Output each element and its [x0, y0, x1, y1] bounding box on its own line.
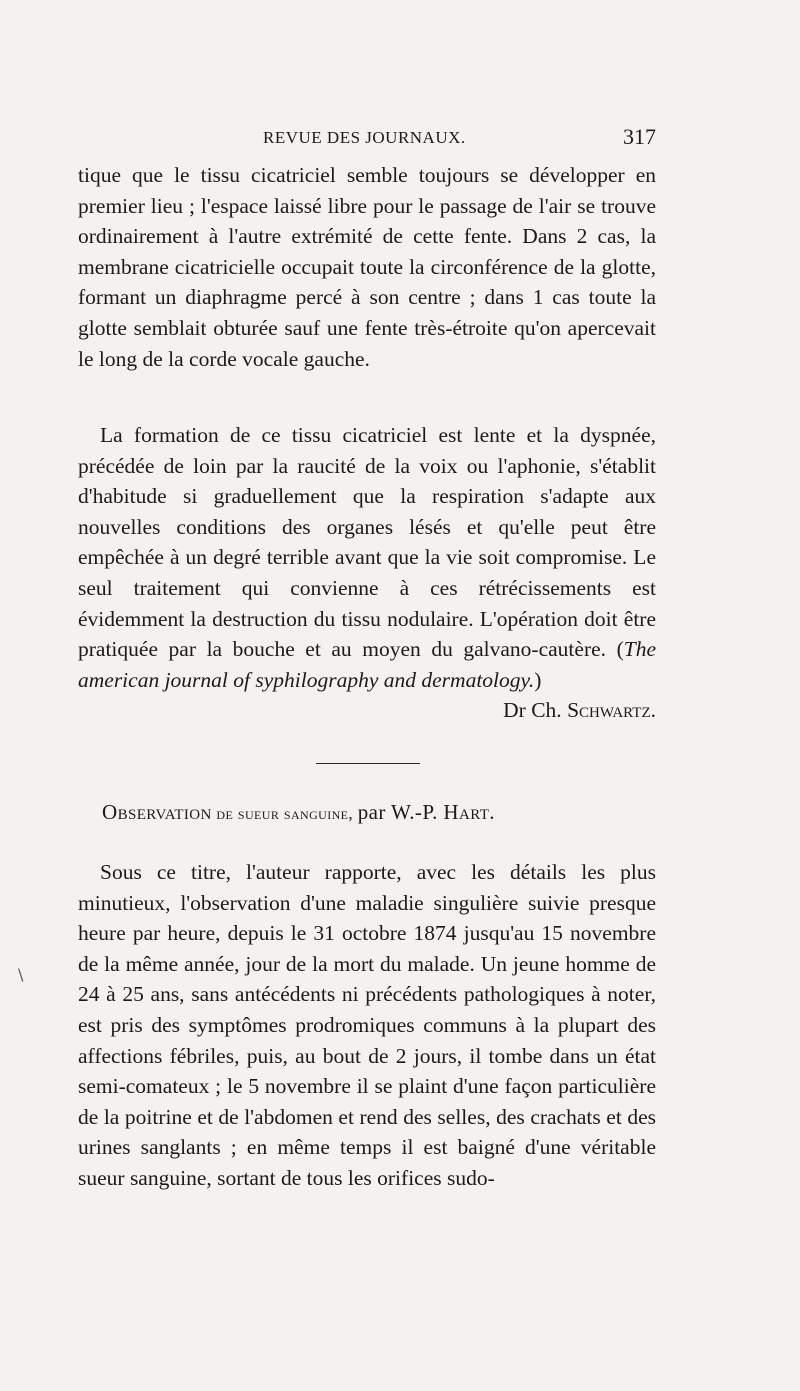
author-signature [481, 695, 656, 726]
journal-citation: The american journal of syphilography and dermatology. [78, 637, 656, 692]
margin-mark: \ [18, 965, 24, 984]
paragraph-text: Sous ce titre, l'auteur rapporte, avec les détails les plus minutieux, l'observation d'une maladie singulière suivie presque heure par heure, depuis le 31 octobre 1874 jusqu'au 15 novembre de la même année, jour de la mort du malade. Un jeune homme de 24 à 25 ans, sans antécédents ni précédents pathologiques à noter, est pris des symptômes prodromiques communs à la plupart des affections fébriles, puis, au bout de 2 jours, il tombe dans un état semi-comateux ; le 5 novembre il se plaint d'une façon particulière de la poitrine et de l'abdomen et rend des selles, des crachats et des urines sanglants ; en même temps il est baigné d'une véritable sueur sanguine, sortant de tous les orifices sudo- [78, 860, 656, 1190]
section-title-subject: de sueur sanguine, [211, 804, 358, 823]
page-number: 317 [623, 124, 656, 149]
paragraph-dyspnee [78, 420, 656, 726]
paragraph-observation [78, 857, 656, 1194]
section-title-word: Observation [102, 800, 212, 824]
page-header [78, 126, 656, 156]
paragraph-body: La formation de ce tissu cicatriciel est lente et la dyspnée, précédée de loin par la raucité de la voix ou l'aphonie, s'établit d'habitude si graduellement que la respiration s'adapte aux nouvelles conditions des organes lésés et qu'elle peut être empêchée à un degré terrible avant que la vie soit compromise. Le seul traitement qui convienne à ces rétrécissements est évidemment la destruction du tissu nodulaire. L'opération doit être pratiquée par la bouche et au moyen du galvano-cautère. ( [78, 423, 656, 662]
signature-prefix: Dr Ch. [503, 698, 568, 723]
section-divider [316, 763, 420, 764]
paragraph-text: tique que le tissu cicatriciel semble toujours se développer en premier lieu ; l'espace laissé libre pour le passage de l'air se trouve ordinairement à l'autre extrémité de cette fente. Dans 2 cas, la membrane cicatricielle occupait toute la circonférence de la glotte, formant un diaphragme percé à son centre ; dans 1 cas toute la glotte semblait obturée sauf une fente très-étroite qu'on apercevait le long de la corde vocale gauche. [78, 163, 656, 371]
section-title [102, 800, 662, 825]
paragraph-continued [78, 160, 656, 374]
citation-close: ) [534, 667, 542, 692]
section-title-author: Hart. [443, 800, 495, 824]
paragraph-text [78, 420, 656, 723]
section-title-by: par W.-P. [357, 800, 444, 824]
running-title: REVUE DES JOURNAUX. [263, 128, 466, 147]
signature-name: Schwartz. [567, 698, 656, 723]
